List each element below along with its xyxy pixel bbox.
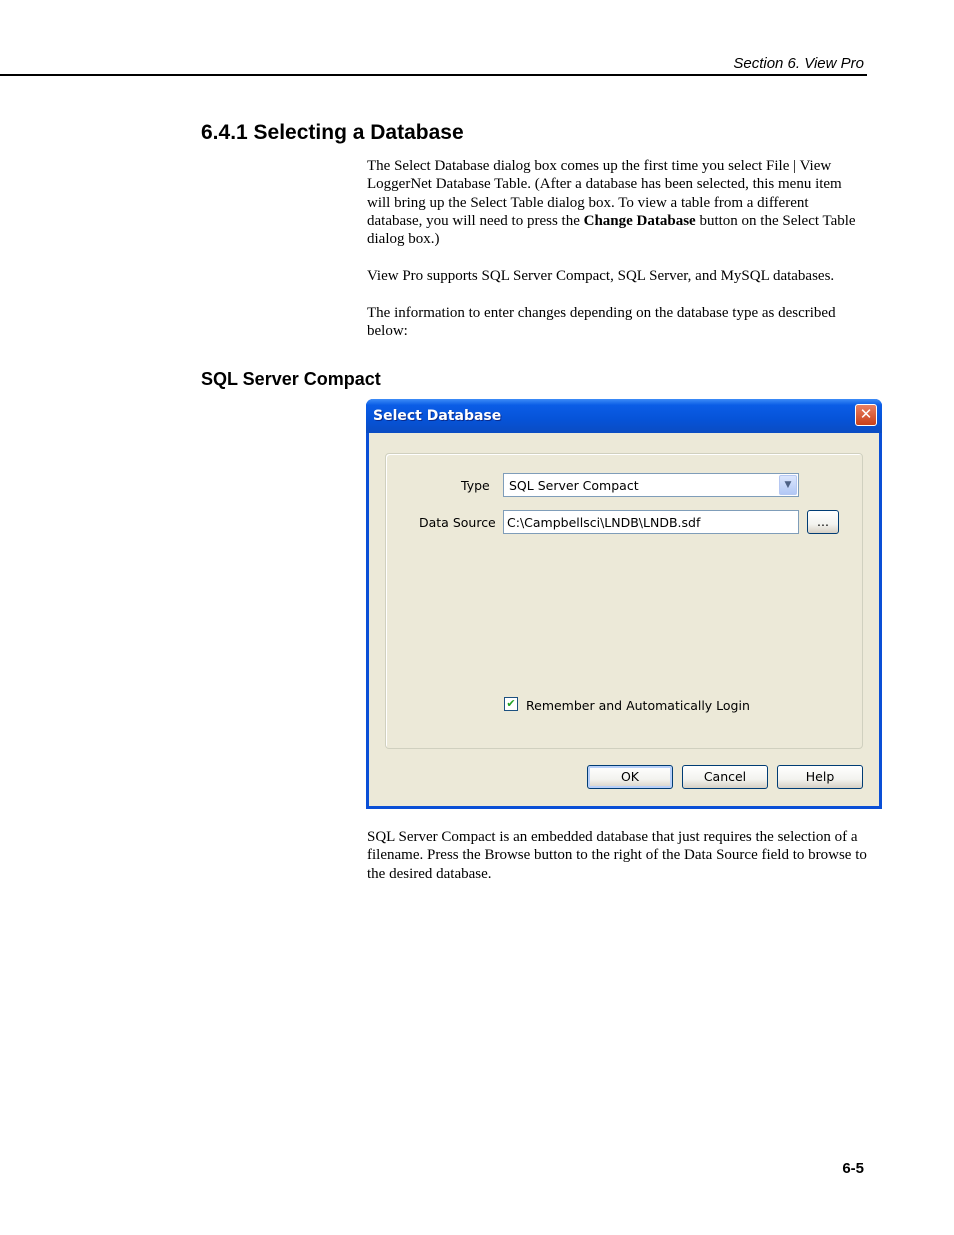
- help-button-label: Help: [805, 769, 835, 784]
- intro-paragraph-3: The information to enter changes depending on the database type as described below:: [367, 305, 836, 340]
- section-heading: 6.4.1 Selecting a Database: [201, 121, 464, 144]
- intro-paragraph-1: [367, 157, 867, 248]
- intro-text-b: button on the Select Table dialog box.): [367, 212, 856, 248]
- browse-button-label: ...: [817, 514, 829, 529]
- cancel-button-label: Cancel: [703, 769, 747, 784]
- ok-button[interactable]: [587, 765, 673, 789]
- dialog-titlebar[interactable]: [366, 399, 882, 433]
- type-selected-value: SQL Server Compact: [509, 478, 639, 493]
- browse-button[interactable]: [807, 510, 839, 534]
- ok-button-label: OK: [620, 769, 640, 784]
- checkmark-icon: ✔: [506, 697, 516, 710]
- close-icon: ✕: [859, 405, 873, 423]
- remember-login-label[interactable]: Remember and Automatically Login: [526, 698, 750, 713]
- select-database-dialog: [366, 399, 882, 809]
- change-database-term: Change Database: [583, 212, 696, 229]
- data-source-input[interactable]: [503, 510, 799, 534]
- type-label: Type: [461, 478, 490, 493]
- page-number: 6-5: [842, 1160, 864, 1177]
- intro-text-a: The Select Database dialog box comes up the first time you select File | View LoggerNet Database Table. (After a database has been selected, this menu item will bring up the Select Table dialog box. To view a table from a different database, you will need to press the: [367, 158, 842, 229]
- closing-paragraph: SQL Server Compact is an embedded database that just requires the selection of a filename. Press the Browse button to the right of the Data Source field to browse to the desired database.: [367, 829, 867, 882]
- subsection-heading: SQL Server Compact: [201, 369, 381, 389]
- cancel-button[interactable]: [682, 765, 768, 789]
- header-rule: [0, 74, 867, 76]
- close-button[interactable]: [855, 404, 877, 426]
- intro-paragraph-2: View Pro supports SQL Server Compact, SQL Server, and MySQL databases.: [367, 268, 835, 284]
- running-header: Section 6. View Pro: [733, 55, 864, 72]
- remember-login-checkbox[interactable]: [504, 697, 518, 711]
- chevron-down-icon[interactable]: ▼: [779, 475, 797, 495]
- dialog-title: Select Database: [373, 408, 502, 424]
- data-source-label: Data Source: [419, 515, 496, 530]
- data-source-value: C:\Campbellsci\LNDB\LNDB.sdf: [507, 515, 701, 530]
- help-button[interactable]: [777, 765, 863, 789]
- type-dropdown[interactable]: [503, 473, 799, 497]
